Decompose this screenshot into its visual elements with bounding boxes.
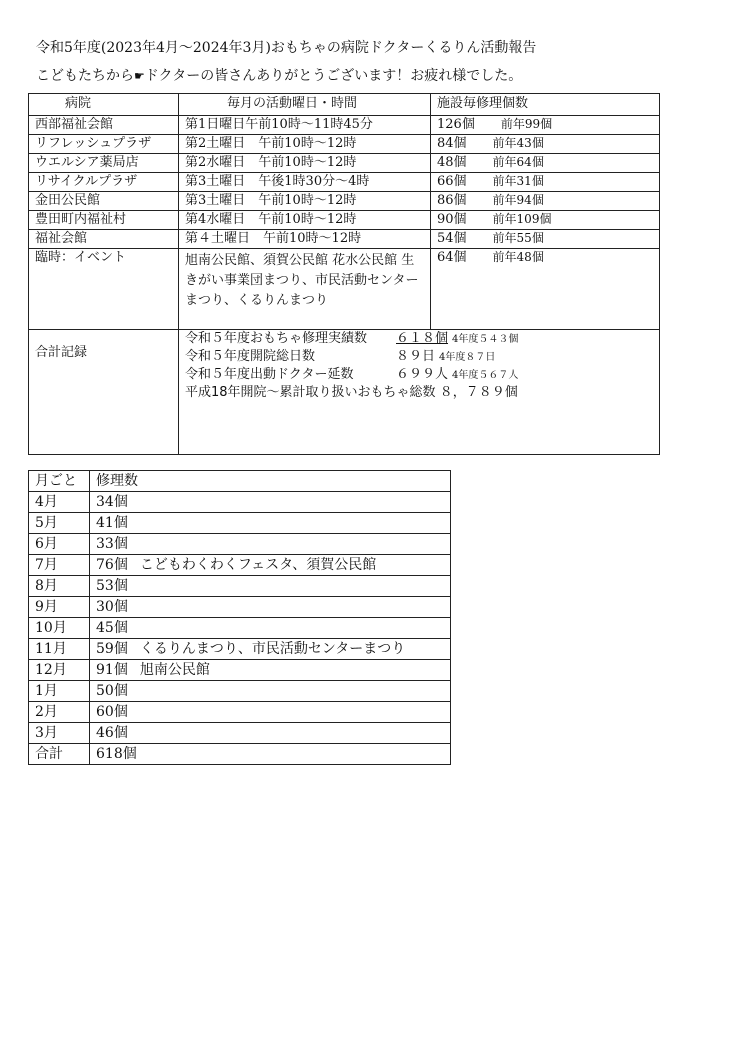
totals-label: 合計記録 <box>29 330 179 455</box>
prev-year-count: 前年31個 <box>492 174 544 188</box>
hospital-name: ウエルシア薬局店 <box>29 154 179 173</box>
hospital-name: 金田公民館 <box>29 192 179 211</box>
header-hospital: 病院 <box>29 94 179 116</box>
month-count <box>90 597 451 618</box>
total-doctors-value: ６９９人 <box>396 367 449 382</box>
month: 2月 <box>29 702 90 723</box>
thanks-message-end: ドクターの皆さんありがとうございます！お疲れ様でした。 <box>144 68 523 84</box>
hospital-name: 豊田町内福祉村 <box>29 211 179 230</box>
month: 7月 <box>29 555 90 576</box>
month: 8月 <box>29 576 90 597</box>
event-row <box>29 249 660 330</box>
thanks-message-start: こどもたちから <box>36 68 134 84</box>
total-doctors-line <box>185 366 653 384</box>
event-repair-count <box>431 249 660 330</box>
month-count <box>90 555 451 576</box>
month: 12月 <box>29 660 90 681</box>
thanks-message <box>36 68 522 84</box>
table-row <box>29 135 660 154</box>
total-repairs-line <box>185 330 653 348</box>
total-repairs-prev: 4年度５４３個 <box>452 334 519 345</box>
total-days-value: ８９日 <box>396 349 436 364</box>
month: 5月 <box>29 513 90 534</box>
month: 6月 <box>29 534 90 555</box>
month-count <box>90 513 451 534</box>
hospital-name: リフレッシュプラザ <box>29 135 179 154</box>
schedule: 第3土曜日 午前10時～12時 <box>179 192 431 211</box>
cumulative-toys-value: ８，７８９個 <box>439 385 518 400</box>
month-count <box>90 618 451 639</box>
repair-count <box>431 135 660 154</box>
count-value: 54個 <box>437 231 467 246</box>
count-value: 66個 <box>437 174 467 189</box>
event-places: 旭南公民館、須賀公民館 花水公民館 生きがい事業団まつり、市民活動センターまつり、くるりんまつり <box>179 249 431 330</box>
hospital-name: 福祉会館 <box>29 230 179 249</box>
total-doctors-text: 令和５年度出動ドクター延数 <box>185 367 354 382</box>
report-title: 令和5年度(2023年4月～2024年3月)おもちゃの病院ドクターくるりん活動報告 <box>36 40 537 56</box>
header-schedule: 毎月の活動曜日・時間 <box>179 94 431 116</box>
header-month: 月ごと <box>29 471 90 492</box>
month: 1月 <box>29 681 90 702</box>
table-row <box>29 173 660 192</box>
count-value: 64個 <box>437 250 467 265</box>
count-value: 30個 <box>96 599 128 615</box>
activity-table <box>28 93 660 455</box>
total-days-prev: 4年度８７日 <box>439 352 496 363</box>
schedule: 第４土曜日 午前10時～12時 <box>179 230 431 249</box>
repair-count <box>431 192 660 211</box>
activity-table-header <box>29 94 660 116</box>
month-count <box>90 681 451 702</box>
table-row <box>29 211 660 230</box>
month: 9月 <box>29 597 90 618</box>
month-count <box>90 660 451 681</box>
count-value: 59個 <box>96 641 128 657</box>
schedule: 第4水曜日 午前10時～12時 <box>179 211 431 230</box>
prev-year-count: 前年48個 <box>492 250 544 264</box>
table-row <box>29 702 451 723</box>
month: 11月 <box>29 639 90 660</box>
schedule: 第2水曜日 午前10時～12時 <box>179 154 431 173</box>
count-value: 126個 <box>437 117 475 132</box>
count-value: 33個 <box>96 536 128 552</box>
table-row <box>29 534 451 555</box>
table-row <box>29 576 451 597</box>
table-row <box>29 618 451 639</box>
prev-year-count: 前年43個 <box>492 136 544 150</box>
count-value: 34個 <box>96 494 128 510</box>
hospital-name: 西部福祉会館 <box>29 116 179 135</box>
event-label: 臨時：イベント <box>29 249 179 330</box>
total-row <box>29 744 451 765</box>
prev-year-count: 前年55個 <box>492 231 544 245</box>
count-value: 45個 <box>96 620 128 636</box>
schedule: 第3土曜日 午後1時30分～4時 <box>179 173 431 192</box>
repair-count <box>431 173 660 192</box>
repair-count <box>431 116 660 135</box>
table-row <box>29 192 660 211</box>
pointing-hand-icon: ☛ <box>134 69 145 83</box>
monthly-table <box>28 470 451 765</box>
table-row <box>29 723 451 744</box>
month-count <box>90 639 451 660</box>
schedule: 第1日曜日午前10時～11時45分 <box>179 116 431 135</box>
table-row <box>29 639 451 660</box>
month-note: こどもわくわくフェスタ、須賀公民館 <box>139 557 377 573</box>
totals-row <box>29 330 660 455</box>
table-row <box>29 154 660 173</box>
total-repairs-text: 令和５年度おもちゃ修理実績数 <box>185 331 368 346</box>
table-row <box>29 681 451 702</box>
month: 4月 <box>29 492 90 513</box>
month-note: くるりんまつり、市民活動センターまつり <box>139 641 406 657</box>
repair-count <box>431 230 660 249</box>
total-count: 618個 <box>90 744 451 765</box>
total-days-line <box>185 348 653 366</box>
prev-year-count: 前年94個 <box>492 193 544 207</box>
cumulative-toys-line <box>185 384 653 401</box>
cumulative-toys-text: 平成18年開院～累計取り扱いおもちゃ総数 <box>185 385 436 400</box>
table-row <box>29 660 451 681</box>
monthly-table-header <box>29 471 451 492</box>
hospital-name: リサイクルプラザ <box>29 173 179 192</box>
total-repairs-value: ６１８個 <box>396 331 449 346</box>
month: 3月 <box>29 723 90 744</box>
count-value: 60個 <box>96 704 128 720</box>
total-doctors-prev: 4年度５６７人 <box>452 370 519 381</box>
table-row <box>29 492 451 513</box>
count-value: 86個 <box>437 193 467 208</box>
month-count <box>90 492 451 513</box>
month-count <box>90 576 451 597</box>
table-row <box>29 597 451 618</box>
count-value: 50個 <box>96 683 128 699</box>
prev-year-count: 前年109個 <box>492 212 552 226</box>
count-value: 53個 <box>96 578 128 594</box>
header-repairs: 施設毎修理個数 <box>431 94 660 116</box>
repair-count <box>431 211 660 230</box>
table-row <box>29 555 451 576</box>
totals-summary <box>179 330 660 455</box>
table-row <box>29 116 660 135</box>
month-note: 旭南公民館 <box>139 662 210 678</box>
prev-year-count: 前年99個 <box>500 117 553 131</box>
schedule: 第2土曜日 午前10時～12時 <box>179 135 431 154</box>
count-value: 41個 <box>96 515 128 531</box>
header-count: 修理数 <box>90 471 451 492</box>
count-value: 46個 <box>96 725 128 741</box>
table-row <box>29 513 451 534</box>
count-value: 91個 <box>96 662 128 678</box>
month: 10月 <box>29 618 90 639</box>
count-value: 76個 <box>96 557 128 573</box>
month-count <box>90 702 451 723</box>
total-days-text: 令和５年度開院総日数 <box>185 349 316 364</box>
prev-year-count: 前年64個 <box>492 155 544 169</box>
count-value: 48個 <box>437 155 467 170</box>
count-value: 90個 <box>437 212 467 227</box>
count-value: 84個 <box>437 136 467 151</box>
month-count <box>90 723 451 744</box>
month-count <box>90 534 451 555</box>
repair-count <box>431 154 660 173</box>
table-row <box>29 230 660 249</box>
total-label: 合計 <box>29 744 90 765</box>
